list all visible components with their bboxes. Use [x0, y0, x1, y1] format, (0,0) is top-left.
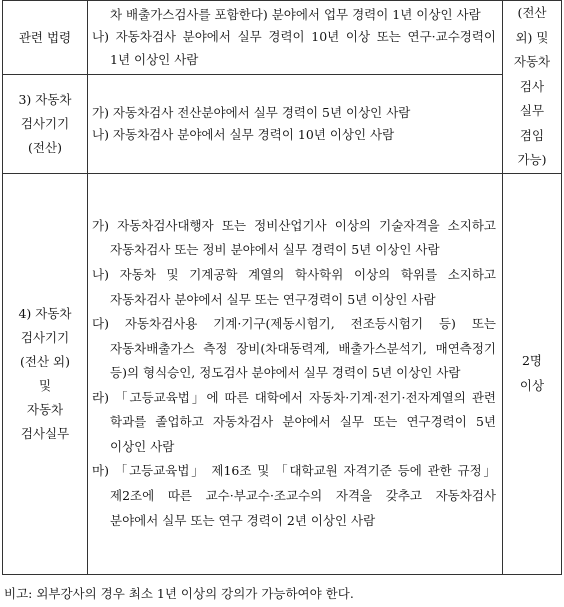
row-label-line: 검사기기 [20, 329, 70, 345]
row-content-equipment-and-practice [88, 173, 503, 574]
list-item: 나) 자동차검사 분야에서 실무 경력이 10년 이상인 사람 [92, 126, 395, 142]
requirement-line: 겸임 [519, 127, 545, 143]
row-label-line: (전산) [28, 139, 62, 155]
requirement-cell-count [503, 173, 562, 574]
requirement-line: 이상 [519, 377, 545, 393]
table-row-related-law [3, 1, 562, 75]
list-item: 나) 자동차 및 기계공학 계열의 학사학위 이상의 학위를 소지하고 자동차검사 분야에서 실무 또는 연구경력이 5년 이상인 사람 [92, 267, 496, 307]
row-label-line: (전산 외) [20, 353, 70, 369]
row-content-computer-equipment [88, 75, 503, 173]
row-label-line: 및 [38, 377, 52, 393]
row-content-related-law [88, 1, 503, 75]
requirement-line: 자동차 [513, 54, 551, 69]
footnote: 비고: 외부강사의 경우 최소 1년 이상의 강의가 가능하여야 한다. [4, 586, 354, 601]
list-item: 차 배출가스검사를 포함한다) 분야에서 업무 경력이 1년 이상인 사람 [110, 6, 481, 22]
list-item: 마) 「고등교육법」 제16조 및 「대학교원 자격기준 등에 관한 규정」 제2조에 따른 교수·부교수·조교수의 자격을 갖추고 자동차검사 분야에서 실무 또는 연구 경력이 2년 이상인 사람 [92, 463, 496, 528]
merged-requirement-cell [503, 1, 562, 174]
qualification-table [2, 0, 562, 575]
requirement-line: 검사 [519, 78, 545, 94]
list-item: 가) 자동차검사대행자 또는 정비산업기사 이상의 기술자격을 소지하고 자동차검사 또는 정비 분야에서 실무 경력이 5년 이상인 사람 [92, 217, 496, 258]
row-label-computer-equipment [3, 75, 88, 173]
requirement-line: 2명 [521, 353, 543, 368]
row-label-line: 검사실무 [20, 425, 70, 441]
list-item: 다) 자동차검사용 기계·기구(제동시험기, 전조등시험기 등) 또는 자동차배출가스 측정 장비(차대동력계, 배출가스분석기, 매연측정기 등)의 형식승인, 정도검사 분야에서 실무 경력이 5년 이상인 사람 [92, 316, 496, 381]
row-label-text: 관련 법령 [18, 29, 72, 45]
list-item: 나) 자동차검사 분야에서 실무 경력이 10년 이상 또는 연구·교수경력이 1년 이상인 사람 [92, 29, 496, 67]
list-item: 라) 「고등교육법」에 따른 대학에서 자동차·기계·전기·전자계열의 관련 학과를 졸업하고 자동차검사 분야에서 실무 또는 연구경력이 5년 이상인 사람 [92, 389, 496, 454]
row-label-equipment-and-practice [3, 173, 88, 574]
row-label-line: 4) 자동차 [18, 305, 72, 321]
table-row-computer-equipment [3, 75, 562, 173]
requirement-line: (전산 [517, 5, 547, 20]
requirement-line: 가능) [517, 152, 547, 167]
row-label-line: 자동차 [26, 401, 64, 417]
requirement-line: 실무 [519, 103, 545, 118]
requirement-line: 외) 및 [515, 29, 549, 45]
list-item: 가) 자동차검사 전산분야에서 실무 경력이 5년 이상인 사람 [92, 104, 411, 120]
row-label-line: 검사기기 [20, 115, 70, 131]
table-row-equipment-and-practice [3, 173, 562, 574]
row-label-line: 3) 자동차 [18, 91, 72, 107]
row-label-related-law [3, 1, 88, 75]
